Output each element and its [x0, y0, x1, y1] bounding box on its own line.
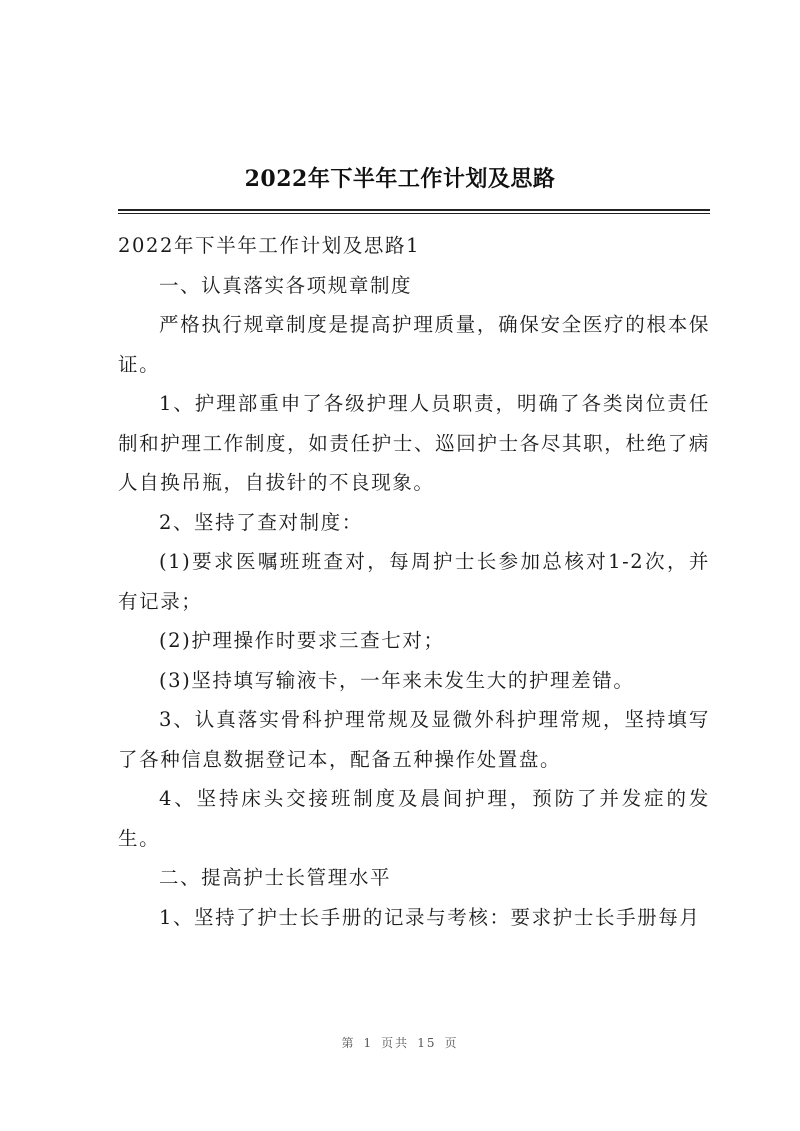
paragraph: 2022年下半年工作计划及思路1	[118, 234, 421, 257]
footer-middle: 页共	[381, 1036, 410, 1050]
footer-prefix: 第	[341, 1036, 356, 1050]
footer-suffix: 页	[444, 1036, 459, 1050]
paragraph: 4、坚持床头交接班制度及晨间护理，预防了并发症的发生。	[118, 787, 710, 850]
paragraph: 1、坚持了护士长手册的记录与考核：要求护士长手册每月	[158, 905, 701, 929]
paragraph: (3)坚持填写输液卡，一年来未发生大的护理差错。	[158, 668, 635, 692]
paragraph: 严格执行规章制度是提高护理质量，确保安全医疗的根本保证。	[118, 313, 710, 376]
total-pages-number: 15	[417, 1036, 437, 1050]
current-page-number: 1	[363, 1036, 374, 1050]
paragraph: 一、认真落实各项规章制度	[158, 273, 413, 297]
paragraph: 1、护理部重申了各级护理人员职责，明确了各类岗位责任制和护理工作制度，如责任护士、巡回护士各尽其职，杜绝了病人自换吊瓶，自拔针的不良现象。	[118, 392, 710, 494]
paragraph: (2)护理操作时要求三查七对；	[158, 629, 445, 652]
title-divider	[118, 209, 710, 214]
paragraph: 二、提高护士长管理水平	[158, 866, 392, 889]
document-title: 2022年下半年工作计划及思路	[244, 166, 556, 192]
document-body	[118, 226, 710, 937]
page-footer	[0, 1034, 800, 1051]
paragraph: 3、认真落实骨科护理常规及显微外科护理常规，坚持填写了各种信息数据登记本，配备五种操作处置盘。	[118, 708, 710, 771]
paragraph: 2、坚持了查对制度：	[158, 510, 363, 534]
paragraph: (1)要求医嘱班班查对，每周护士长参加总核对1-2次，并有记录；	[118, 550, 710, 613]
